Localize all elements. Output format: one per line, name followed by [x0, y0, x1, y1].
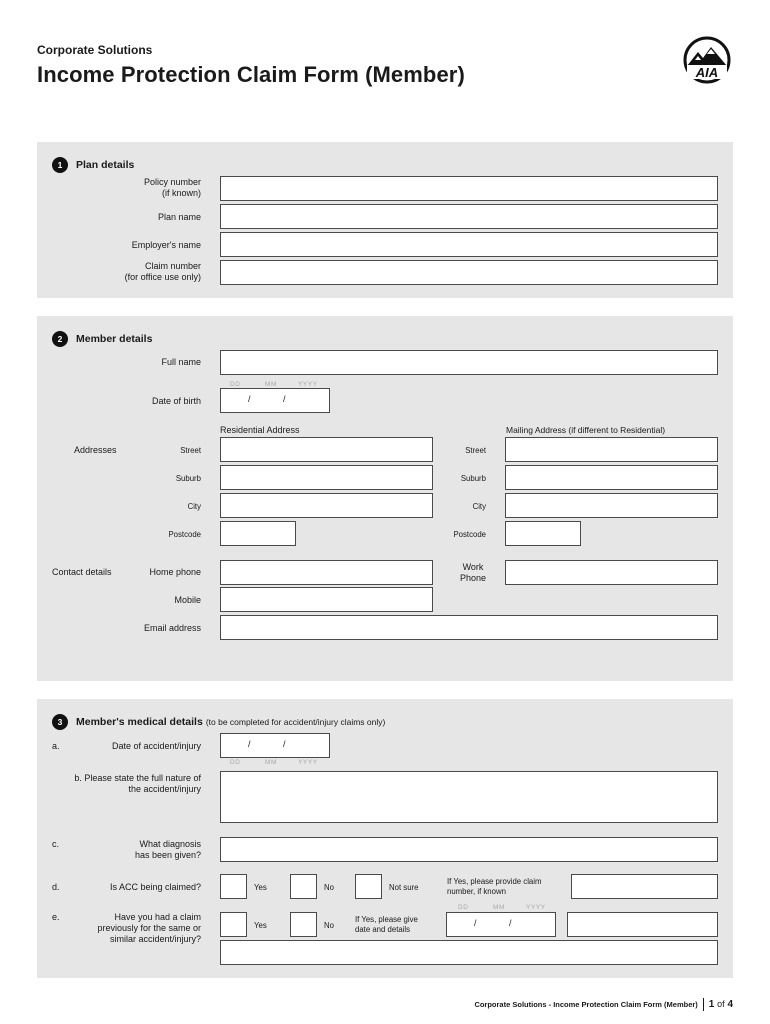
- previous-claim-label-1: Have you had a claim: [114, 912, 201, 922]
- plan-name-field[interactable]: [220, 204, 718, 229]
- medical-details-heading: [52, 714, 385, 730]
- work-phone-field[interactable]: [505, 560, 718, 585]
- page-indicator: [709, 999, 733, 1010]
- prev-give-details-label-2: date and details: [355, 925, 411, 934]
- employer-name-field[interactable]: [220, 232, 718, 257]
- prev-give-details-label-1: If Yes, please give: [355, 915, 418, 924]
- accident-date-slash-2: /: [283, 739, 286, 749]
- acc-no-label: No: [324, 883, 334, 892]
- previous-claim-label-2: previously for the same or: [97, 923, 201, 933]
- mail-street-label: Street: [465, 446, 486, 455]
- page-footer: [474, 998, 733, 1011]
- diagnosis-field[interactable]: [220, 837, 718, 862]
- dob-hint-dd: DD: [230, 381, 241, 388]
- item-e-letter: e.: [52, 912, 60, 922]
- prev-claim-date-field[interactable]: [446, 912, 556, 937]
- work-phone-label: [460, 562, 486, 584]
- section-number-2: 2: [52, 331, 68, 347]
- medical-details-note: (to be completed for accident/injury claims only): [205, 717, 386, 727]
- acc-yes-label: Yes: [254, 883, 267, 892]
- mobile-label: Mobile: [174, 595, 201, 605]
- claim-number-label-sub: (for office use only): [124, 272, 201, 282]
- accident-hint-dd: DD: [230, 759, 241, 766]
- medical-details-title: Member's medical details: [76, 716, 203, 728]
- previous-claim-label-3: similar accident/injury?: [109, 934, 201, 944]
- prev-give-details-label: [355, 915, 418, 935]
- mail-city-label: City: [472, 502, 486, 511]
- plan-details-title: Plan details: [76, 159, 135, 171]
- member-details-heading: [52, 331, 152, 347]
- employer-name-label: Employer's name: [131, 240, 201, 250]
- mail-city-field[interactable]: [505, 493, 718, 518]
- res-suburb-field[interactable]: [220, 465, 433, 490]
- prev-claim-details-field-2[interactable]: [220, 940, 718, 965]
- mail-street-field[interactable]: [505, 437, 718, 462]
- accident-nature-label-1: b. Please state the full nature of: [74, 773, 201, 783]
- page-number: 1: [708, 999, 715, 1010]
- item-d-letter: d.: [52, 882, 60, 892]
- diagnosis-label-2: has been given?: [134, 850, 201, 860]
- item-a-letter: a.: [52, 741, 60, 751]
- policy-number-label-text: Policy number: [143, 177, 201, 187]
- prev-no-label: No: [324, 921, 334, 930]
- prev-date-slash-1: /: [474, 918, 477, 928]
- acc-claimed-label: Is ACC being claimed?: [109, 882, 201, 892]
- dob-slash-1: /: [248, 394, 251, 404]
- mail-suburb-field[interactable]: [505, 465, 718, 490]
- res-postcode-field[interactable]: [220, 521, 296, 546]
- accident-nature-label-2: the accident/injury: [128, 784, 201, 794]
- res-postcode-label: Postcode: [168, 530, 201, 539]
- mailing-address-heading: Mailing Address (if different to Residential): [506, 425, 666, 435]
- dob-hint-mm: MM: [265, 381, 278, 388]
- logo-text: AIA: [695, 65, 719, 80]
- plan-details-heading: [52, 157, 134, 173]
- email-field[interactable]: [220, 615, 718, 640]
- plan-name-label: Plan name: [157, 212, 201, 222]
- mail-postcode-field[interactable]: [505, 521, 581, 546]
- acc-not-sure-label: Not sure: [389, 883, 419, 892]
- item-c-letter: c.: [52, 839, 60, 849]
- prev-claim-details-field-1[interactable]: [567, 912, 718, 937]
- prev-date-slash-2: /: [509, 918, 512, 928]
- page-of: of: [717, 999, 725, 1009]
- mail-suburb-label: Suburb: [460, 474, 486, 483]
- claim-number-label: [125, 261, 201, 283]
- work-phone-label-1: Work: [462, 562, 484, 572]
- accident-nature-field[interactable]: [220, 771, 718, 823]
- page-total: 4: [727, 999, 733, 1010]
- prev-hint-mm: MM: [493, 904, 506, 911]
- mobile-field[interactable]: [220, 587, 433, 612]
- acc-claim-number-field[interactable]: [571, 874, 718, 899]
- home-phone-label: Home phone: [149, 567, 201, 577]
- dob-field[interactable]: [220, 388, 330, 413]
- res-city-label: City: [187, 502, 201, 511]
- policy-number-field[interactable]: [220, 176, 718, 201]
- dob-label: Date of birth: [151, 396, 201, 406]
- dob-hint-yyyy: YYYY: [298, 381, 318, 388]
- accident-hint-mm: MM: [265, 759, 278, 766]
- accident-date-field[interactable]: [220, 733, 330, 758]
- footer-divider: [703, 998, 704, 1011]
- accident-hint-yyyy: YYYY: [298, 759, 318, 766]
- acc-claim-number-label: [447, 877, 541, 897]
- prev-hint-yyyy: YYYY: [526, 904, 546, 911]
- footer-text: Corporate Solutions - Income Protection Claim Form (Member): [474, 1000, 698, 1009]
- res-street-field[interactable]: [220, 437, 433, 462]
- acc-not-sure-checkbox[interactable]: [355, 874, 382, 899]
- work-phone-label-2: Phone: [459, 573, 486, 583]
- member-details-title: Member details: [76, 333, 153, 345]
- acc-claim-number-label-1: If Yes, please provide claim: [447, 877, 542, 886]
- claim-number-label-text: Claim number: [144, 261, 201, 271]
- prev-no-checkbox[interactable]: [290, 912, 317, 937]
- accident-date-slash-1: /: [248, 739, 251, 749]
- home-phone-field[interactable]: [220, 560, 433, 585]
- prev-yes-checkbox[interactable]: [220, 912, 247, 937]
- policy-number-label-sub: (if known): [161, 188, 201, 198]
- full-name-label: Full name: [161, 357, 201, 367]
- form-subtitle: Corporate Solutions: [37, 43, 153, 57]
- residential-address-heading: Residential Address: [220, 425, 300, 435]
- res-street-label: Street: [180, 446, 201, 455]
- diagnosis-label-1: What diagnosis: [139, 839, 201, 849]
- form-title: Income Protection Claim Form (Member): [37, 62, 465, 87]
- section-number-1: 1: [52, 157, 68, 173]
- addresses-label: Addresses: [74, 445, 117, 455]
- email-label: Email address: [143, 623, 201, 633]
- previous-claim-label: [97, 912, 201, 945]
- accident-date-label: Date of accident/injury: [111, 741, 201, 751]
- claim-number-field[interactable]: [220, 260, 718, 285]
- accident-nature-label: [74, 773, 201, 795]
- section-number-3: 3: [52, 714, 68, 730]
- mail-postcode-label: Postcode: [453, 530, 486, 539]
- full-name-field[interactable]: [220, 350, 718, 375]
- res-suburb-label: Suburb: [175, 474, 201, 483]
- res-city-field[interactable]: [220, 493, 433, 518]
- acc-claim-number-label-2: number, if known: [447, 887, 506, 896]
- contact-details-label: Contact details: [52, 567, 112, 577]
- acc-no-checkbox[interactable]: [290, 874, 317, 899]
- prev-yes-label: Yes: [254, 921, 267, 930]
- prev-hint-dd: DD: [458, 904, 469, 911]
- policy-number-label: [144, 177, 201, 199]
- aia-logo: [681, 36, 733, 84]
- dob-slash-2: /: [283, 394, 286, 404]
- diagnosis-label: [135, 839, 201, 861]
- acc-yes-checkbox[interactable]: [220, 874, 247, 899]
